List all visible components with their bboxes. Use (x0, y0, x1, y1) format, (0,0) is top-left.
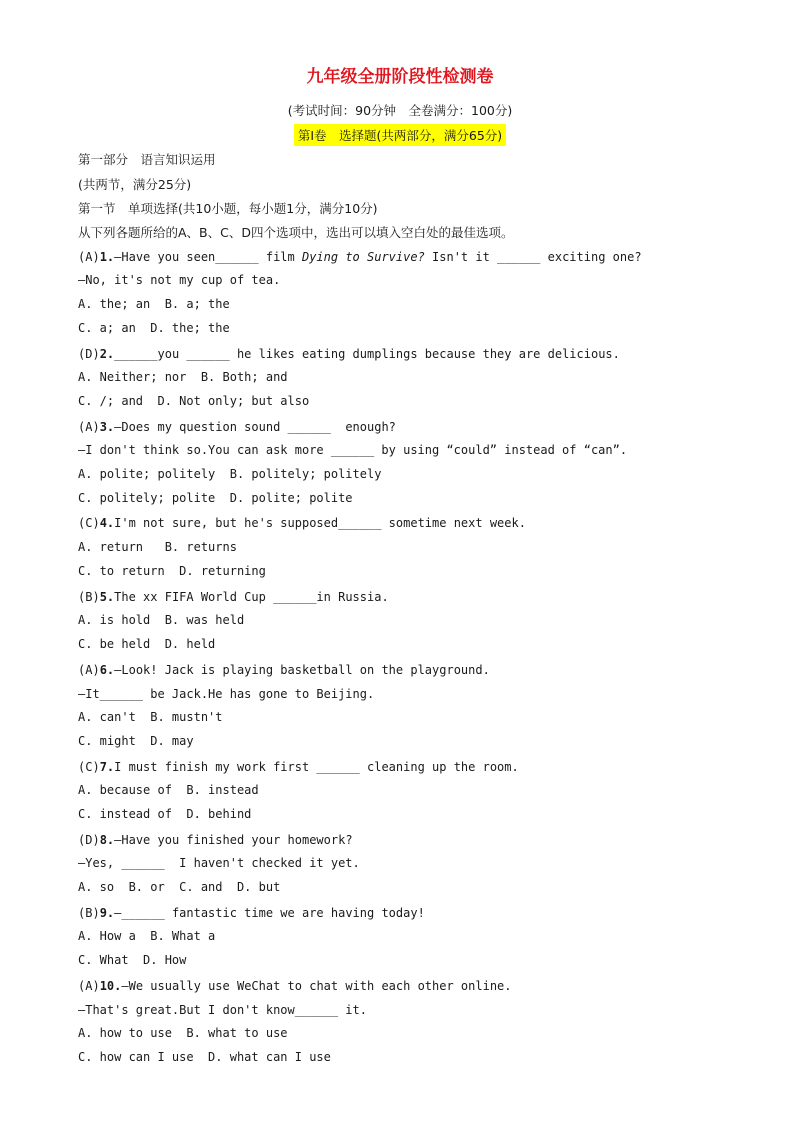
answer-key: (A) (78, 420, 100, 434)
exam-title: 九年级全册阶段性检测卷 (306, 67, 494, 87)
options-cd: C. /; and D. Not only; but also (78, 394, 310, 408)
options-cd: C. a; an D. the; the (78, 321, 230, 335)
dialogue-line: —It______ be Jack.He has gone to Beijing. (78, 687, 375, 701)
stem-text: —Does my question sound ______ enough? (114, 420, 396, 434)
question-stem (78, 250, 642, 264)
question-stem (78, 663, 490, 677)
question-stem (78, 347, 620, 361)
dialogue-line: —Yes, ______ I haven't checked it yet. (78, 856, 360, 870)
options-ab: A. How a B. What a (78, 929, 216, 943)
stem-text: —Have you seen______ film (114, 250, 302, 264)
dialogue-line: —That's great.But I don't know______ it. (78, 1003, 367, 1017)
options-ab: A. Neither; nor B. Both; and (78, 370, 288, 384)
options-ab: A. return B. returns (78, 540, 237, 554)
question-number: 5. (99, 590, 115, 604)
answer-key: (D) (78, 347, 100, 361)
question-number: 6. (99, 663, 115, 677)
film-title: Dying to Survive? (301, 250, 425, 264)
dialogue-line: —I don't think so.You can ask more ______ by using “could” instead of “can”. (78, 443, 628, 457)
question-number: 3. (99, 420, 115, 434)
options-cd: C. be held D. held (78, 637, 216, 651)
options-cd: C. politely; polite D. polite; polite (78, 491, 353, 505)
options-abcd: A. so B. or C. and D. but (78, 880, 281, 894)
options-cd: C. to return D. returning (78, 564, 266, 578)
answer-key: (A) (78, 250, 100, 264)
question-number: 9. (99, 906, 115, 920)
question-stem (78, 516, 526, 530)
answer-key: (C) (78, 516, 100, 530)
question-stem (78, 590, 389, 604)
question-number: 4. (99, 516, 115, 530)
answer-key: (D) (78, 833, 100, 847)
question-number: 1. (99, 250, 115, 264)
answer-key: (C) (78, 760, 100, 774)
part-note: (共两节，满分25分) (78, 177, 192, 192)
part-title: 第一部分 语言知识运用 (78, 152, 216, 167)
options-ab: A. polite; politely B. politely; politely (78, 467, 382, 481)
options-ab: A. the; an B. a; the (78, 297, 230, 311)
options-ab: A. how to use B. what to use (78, 1026, 288, 1040)
options-ab: A. can't B. mustn't (78, 710, 223, 724)
question-stem (78, 979, 512, 993)
options-cd: C. instead of D. behind (78, 807, 252, 821)
stem-text: —We usually use WeChat to chat with each other online. (121, 979, 512, 993)
answer-key: (B) (78, 590, 100, 604)
stem-text: The xx FIFA World Cup ______in Russia. (114, 590, 389, 604)
question-number: 7. (99, 760, 115, 774)
stem-text: —Have you finished your homework? (114, 833, 353, 847)
exam-time-info: (考试时间：90分钟 全卷满分：100分) (287, 103, 513, 118)
options-ab: A. is hold B. was held (78, 613, 245, 627)
question-number: 10. (99, 979, 122, 993)
instruction: 从下列各题所给的A、B、C、D四个选项中，选出可以填入空白处的最佳选项。 (78, 225, 514, 240)
stem-text: —______ fantastic time we are having today! (114, 906, 425, 920)
stem-text: I'm not sure, but he's supposed______ sometime next week. (114, 516, 526, 530)
answer-key: (A) (78, 979, 100, 993)
question-number: 2. (99, 347, 115, 361)
section-heading-highlighted: 第Ⅰ卷 选择题(共两部分，满分65分) (294, 124, 506, 146)
options-cd: C. how can I use D. what can I use (78, 1050, 331, 1064)
answer-key: (A) (78, 663, 100, 677)
options-ab: A. because of B. instead (78, 783, 259, 797)
question-number: 8. (99, 833, 115, 847)
section-title: 第一节 单项选择(共10小题，每小题1分，满分10分) (78, 201, 378, 216)
stem-text: I must finish my work first ______ cleaning up the room. (114, 760, 519, 774)
options-cd: C. What D. How (78, 953, 187, 967)
question-stem (78, 833, 353, 847)
answer-key: (B) (78, 906, 100, 920)
question-stem (78, 760, 519, 774)
question-stem (78, 420, 396, 434)
stem-text: ______you ______ he likes eating dumplings because they are delicious. (114, 347, 620, 361)
stem-tail: Isn't it ______ exciting one? (424, 250, 642, 264)
question-stem (78, 906, 425, 920)
options-cd: C. might D. may (78, 734, 194, 748)
stem-text: —Look! Jack is playing basketball on the playground. (114, 663, 490, 677)
dialogue-line: —No, it's not my cup of tea. (78, 273, 281, 287)
